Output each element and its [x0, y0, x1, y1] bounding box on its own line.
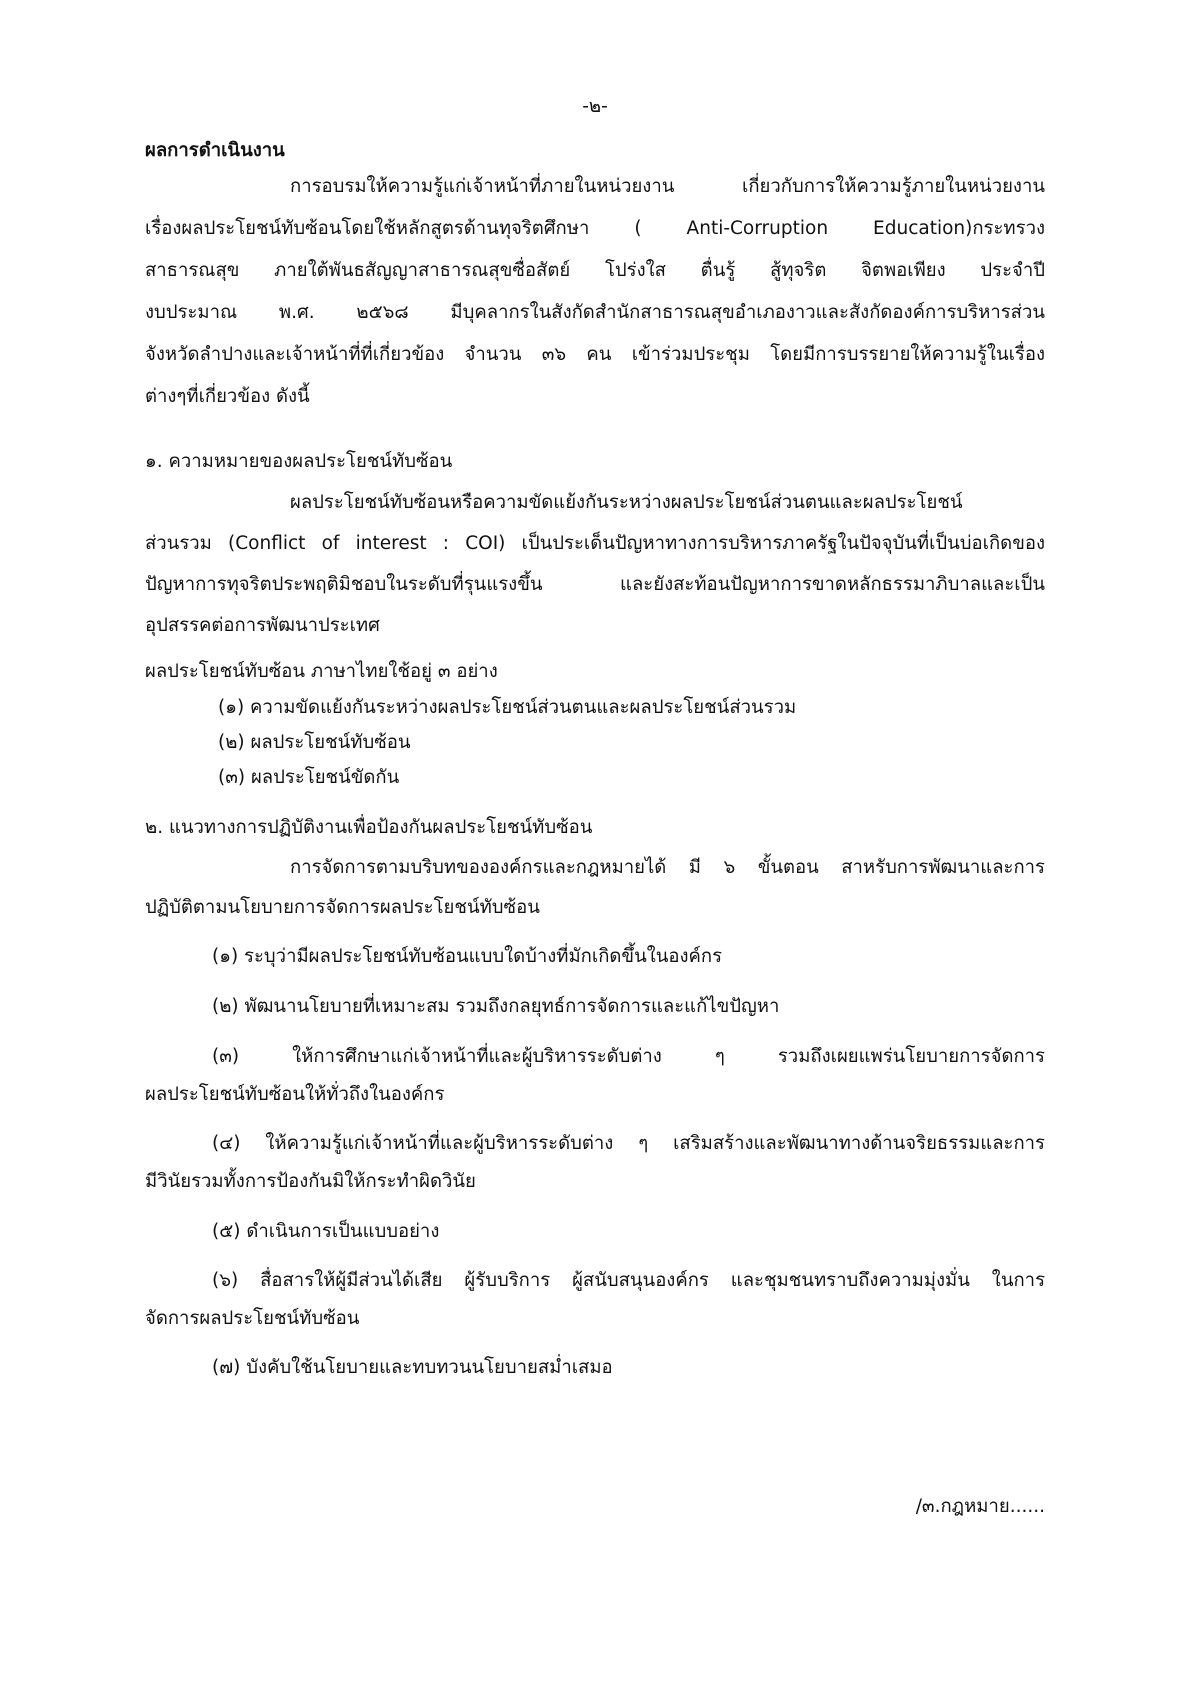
step-item: (๗) บังคับใช้นโยบายและทบทวนนโยบายสม่ำเสมอ — [212, 1357, 613, 1378]
type-item: (๑) ความขัดแย้งกันระหว่างผลประโยชน์ส่วนตนและผลประโยชน์ส่วนรวม — [218, 697, 797, 718]
section2-para-line: การจัดการตามบริบทขององค์กรและกฎหมายได้ มี ๖ ขั้นตอน สาหรับการพัฒนาและการ — [290, 857, 1045, 878]
step-item-continuation: จัดการผลประโยชน์ทับซ้อน — [145, 1308, 360, 1329]
page-number: -๒- — [582, 96, 608, 117]
section-title: ผลการดำเนินงาน — [145, 140, 285, 161]
intro-line: เรื่องผลประโยชน์ทับซ้อนโดยใช้หลักสูตรด้านทุจริตศึกษา ( Anti-Corruption Education)กระทรวง — [145, 218, 1045, 239]
section1-para-line: อุปสรรคต่อการพัฒนาประเทศ — [145, 615, 380, 636]
intro-line: การอบรมให้ความรู้แก่เจ้าหน้าที่ภายในหน่วยงาน เกี่ยวกับการให้ความรู้ภายในหน่วยงาน — [290, 176, 1045, 197]
section1-para-line: ปัญหาการทุจริตประพฤติมิชอบในระดับที่รุนแรงขึ้น และยังสะท้อนปัญหาการขาดหลักธรรมาภิบาลและเป็น — [145, 574, 1045, 595]
intro-line: สาธารณสุข ภายใต้พันธสัญญาสาธารณสุขซื่อสัตย์ โปร่งใส ตื่นรู้ สู้ทุจริต จิตพอเพียง ประจำปี — [145, 260, 1045, 281]
intro-line: จังหวัดลำปางและเจ้าหน้าที่ที่เกี่ยวข้อง จำนวน ๓๖ คน เข้าร่วมประชุม โดยมีการบรรยายให้ความรู้ในเรื่อง — [145, 344, 1045, 365]
step-item: (๖) สื่อสารให้ผู้มีส่วนได้เสีย ผู้รับบริการ ผู้สนับสนุนองค์กร และชุมชนทราบถึงความมุ่งมั่น ในการ — [212, 1270, 1045, 1291]
type-item: (๓) ผลประโยชน์ขัดกัน — [218, 767, 400, 788]
intro-line: ต่างๆที่เกี่ยวข้อง ดังนี้ — [145, 386, 310, 407]
section1-para-line: ผลประโยชน์ทับซ้อนหรือความขัดแย้งกันระหว่างผลประโยชน์ส่วนตนและผลประโยชน์ — [290, 492, 963, 513]
step-item-continuation: มีวินัยรวมทั้งการป้องกันมิให้กระทำผิดวินัย — [145, 1171, 476, 1192]
type-item: (๒) ผลประโยชน์ทับซ้อน — [218, 732, 411, 753]
section2-heading: ๒. แนวทางการปฏิบัติงานเพื่อป้องกันผลประโยชน์ทับซ้อน — [145, 817, 593, 838]
section1-para-line: ส่วนรวม (Conflict of interest : COI) เป็นประเด็นปัญหาทางการบริหารภาครัฐในปัจจุบันที่เป็นบ่อเกิดของ — [145, 533, 1045, 554]
step-item: (๑) ระบุว่ามีผลประโยชน์ทับซ้อนแบบใดบ้างที่มักเกิดขึ้นในองค์กร — [212, 946, 723, 967]
step-item: (๓) ให้การศึกษาแก่เจ้าหน้าที่และผู้บริหารระดับต่าง ๆ รวมถึงเผยแพร่นโยบายการจัดการ — [212, 1046, 1045, 1067]
section1-heading: ๑. ความหมายของผลประโยชน์ทับซ้อน — [145, 451, 453, 472]
step-item: (๕) ดำเนินการเป็นแบบอย่าง — [212, 1221, 440, 1242]
types-intro: ผลประโยชน์ทับซ้อน ภาษาไทยใช้อยู่ ๓ อย่าง — [145, 661, 498, 682]
step-item: (๔) ให้ความรู้แก่เจ้าหน้าที่และผู้บริหารระดับต่าง ๆ เสริมสร้างและพัฒนาทางด้านจริยธรรมและการ — [212, 1133, 1045, 1154]
section2-para-line: ปฏิบัติตามนโยบายการจัดการผลประโยชน์ทับซ้อน — [145, 897, 540, 918]
intro-line: งบประมาณ พ.ศ. ๒๕๖๘ มีบุคลากรในสังกัดสำนักสาธารณสุขอำเภองาวและสังกัดองค์การบริหารส่วน — [145, 302, 1045, 323]
step-item: (๒) พัฒนานโยบายที่เหมาะสม รวมถึงกลยุทธ์การจัดการและแก้ไขปัญหา — [212, 996, 780, 1017]
step-item-continuation: ผลประโยชน์ทับซ้อนให้ทั่วถึงในองค์กร — [145, 1084, 445, 1105]
next-page-reference: /๓.กฎหมาย...... — [915, 1496, 1045, 1517]
